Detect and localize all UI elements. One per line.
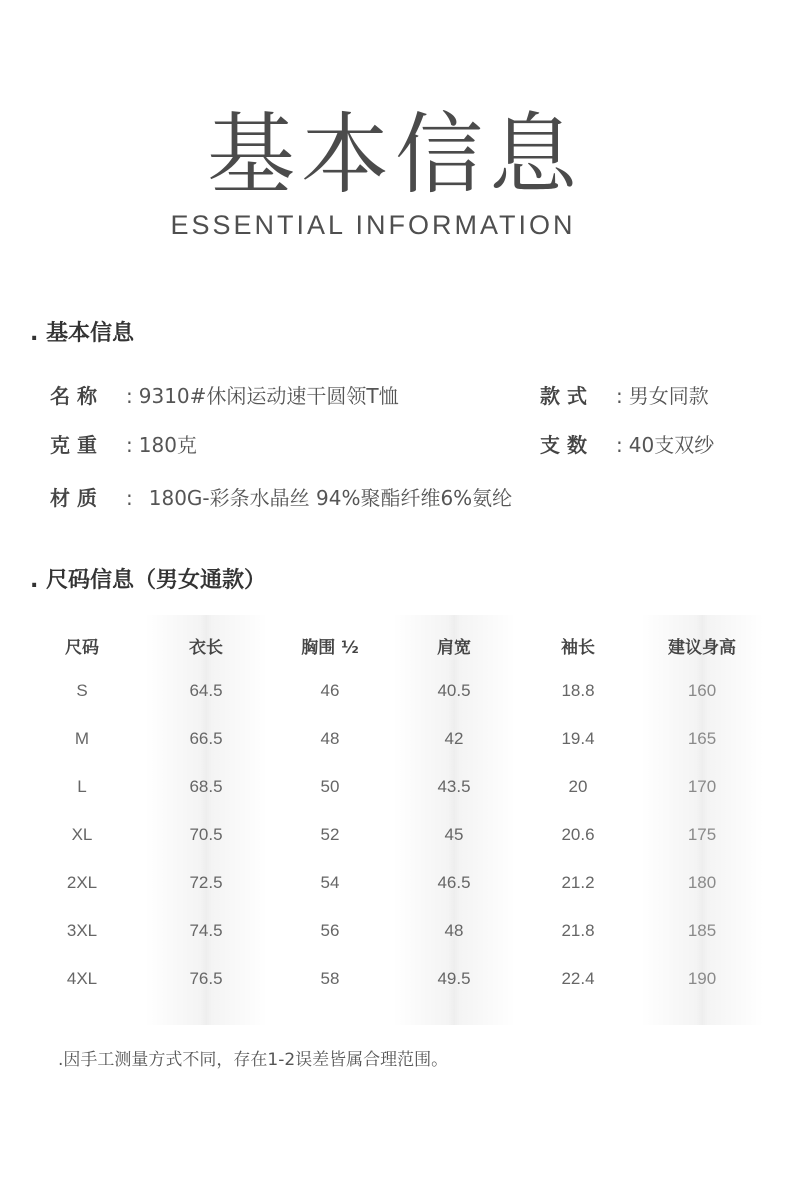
table-cell: 48 [320, 729, 340, 748]
material-value: 180G-彩条水晶丝 94%聚酯纤维6%氨纶 [148, 486, 513, 510]
column-chest [268, 615, 392, 1025]
style-label: 款 式 [540, 384, 587, 408]
table-cell: 180 [687, 873, 717, 892]
table-cell: 160 [687, 681, 717, 700]
table-cell: S [76, 681, 88, 700]
table-cell: 58 [320, 969, 340, 988]
weight-row [50, 429, 197, 458]
table-cell: 185 [687, 921, 717, 940]
table-cell: 175 [687, 825, 717, 844]
table-cell: 18.8 [561, 681, 595, 700]
count-separator: : [616, 433, 623, 457]
name-separator: : [126, 384, 133, 408]
name-value: 9310#休闲运动速干圆领T恤 [138, 384, 399, 408]
table-cell: 49.5 [437, 969, 471, 988]
page-subtitle: ESSENTIAL INFORMATION [170, 210, 576, 240]
column-header: 衣长 [189, 638, 223, 658]
style-row [540, 380, 709, 409]
style-value: 男女同款 [628, 384, 709, 408]
table-cell: 165 [687, 729, 717, 748]
weight-separator: : [126, 433, 133, 457]
table-cell: XL [71, 825, 93, 844]
column-length [144, 615, 268, 1025]
style-separator: : [616, 384, 623, 408]
material-separator: : [126, 486, 133, 510]
table-cell: M [74, 729, 90, 748]
table-cell: 21.2 [561, 873, 595, 892]
column-header: 胸围 ½ [301, 638, 359, 658]
column-shoulder [392, 615, 516, 1025]
table-cell: 22.4 [561, 969, 595, 988]
weight-label: 克 重 [50, 433, 97, 457]
column-header: 肩宽 [437, 638, 471, 658]
size-info-heading: . 尺码信息（男女通款） [30, 568, 267, 593]
column-header: 建议身高 [668, 638, 736, 658]
table-cell: 43.5 [437, 777, 471, 796]
table-cell: 74.5 [189, 921, 223, 940]
table-cell: 4XL [66, 969, 98, 988]
page-title: 基本信息 [206, 103, 583, 206]
table-cell: 21.8 [561, 921, 595, 940]
basic-info-heading: . 基本信息 [30, 321, 135, 346]
table-cell: 170 [687, 777, 717, 796]
material-row [50, 482, 512, 511]
size-table [18, 615, 778, 1025]
column-header: 尺码 [65, 638, 99, 658]
table-cell: 64.5 [189, 681, 223, 700]
table-cell: 20 [568, 777, 588, 796]
table-cell: 56 [320, 921, 340, 940]
table-cell: 19.4 [561, 729, 595, 748]
count-value: 40支双纱 [628, 433, 715, 457]
table-cell: 54 [320, 873, 340, 892]
weight-value: 180克 [138, 433, 197, 457]
count-label: 支 数 [540, 433, 587, 457]
table-cell: 66.5 [189, 729, 223, 748]
name-row [50, 380, 399, 409]
table-cell: L [77, 777, 87, 796]
table-cell: 46 [320, 681, 340, 700]
table-cell: 20.6 [561, 825, 595, 844]
table-cell: 45 [444, 825, 464, 844]
name-label: 名 称 [50, 384, 97, 408]
table-cell: 48 [444, 921, 464, 940]
table-cell: 40.5 [437, 681, 471, 700]
table-cell: 72.5 [189, 873, 223, 892]
material-label: 材 质 [50, 486, 97, 510]
column-header: 袖长 [561, 638, 595, 658]
table-cell: 76.5 [189, 969, 223, 988]
count-row [540, 429, 714, 458]
column-sleeve [516, 615, 640, 1025]
table-cell: 68.5 [189, 777, 223, 796]
table-cell: 70.5 [189, 825, 223, 844]
table-cell: 42 [444, 729, 464, 748]
table-cell: 52 [320, 825, 340, 844]
table-cell: 3XL [66, 921, 98, 940]
table-cell: 50 [320, 777, 340, 796]
column-size [20, 615, 144, 1025]
table-cell: 2XL [66, 873, 98, 892]
table-cell: 46.5 [437, 873, 471, 892]
table-cell: 190 [687, 969, 717, 988]
measurement-note: .因手工测量方式不同，存在1-2误差皆属合理范围。 [58, 1050, 449, 1070]
column-height [640, 615, 764, 1025]
